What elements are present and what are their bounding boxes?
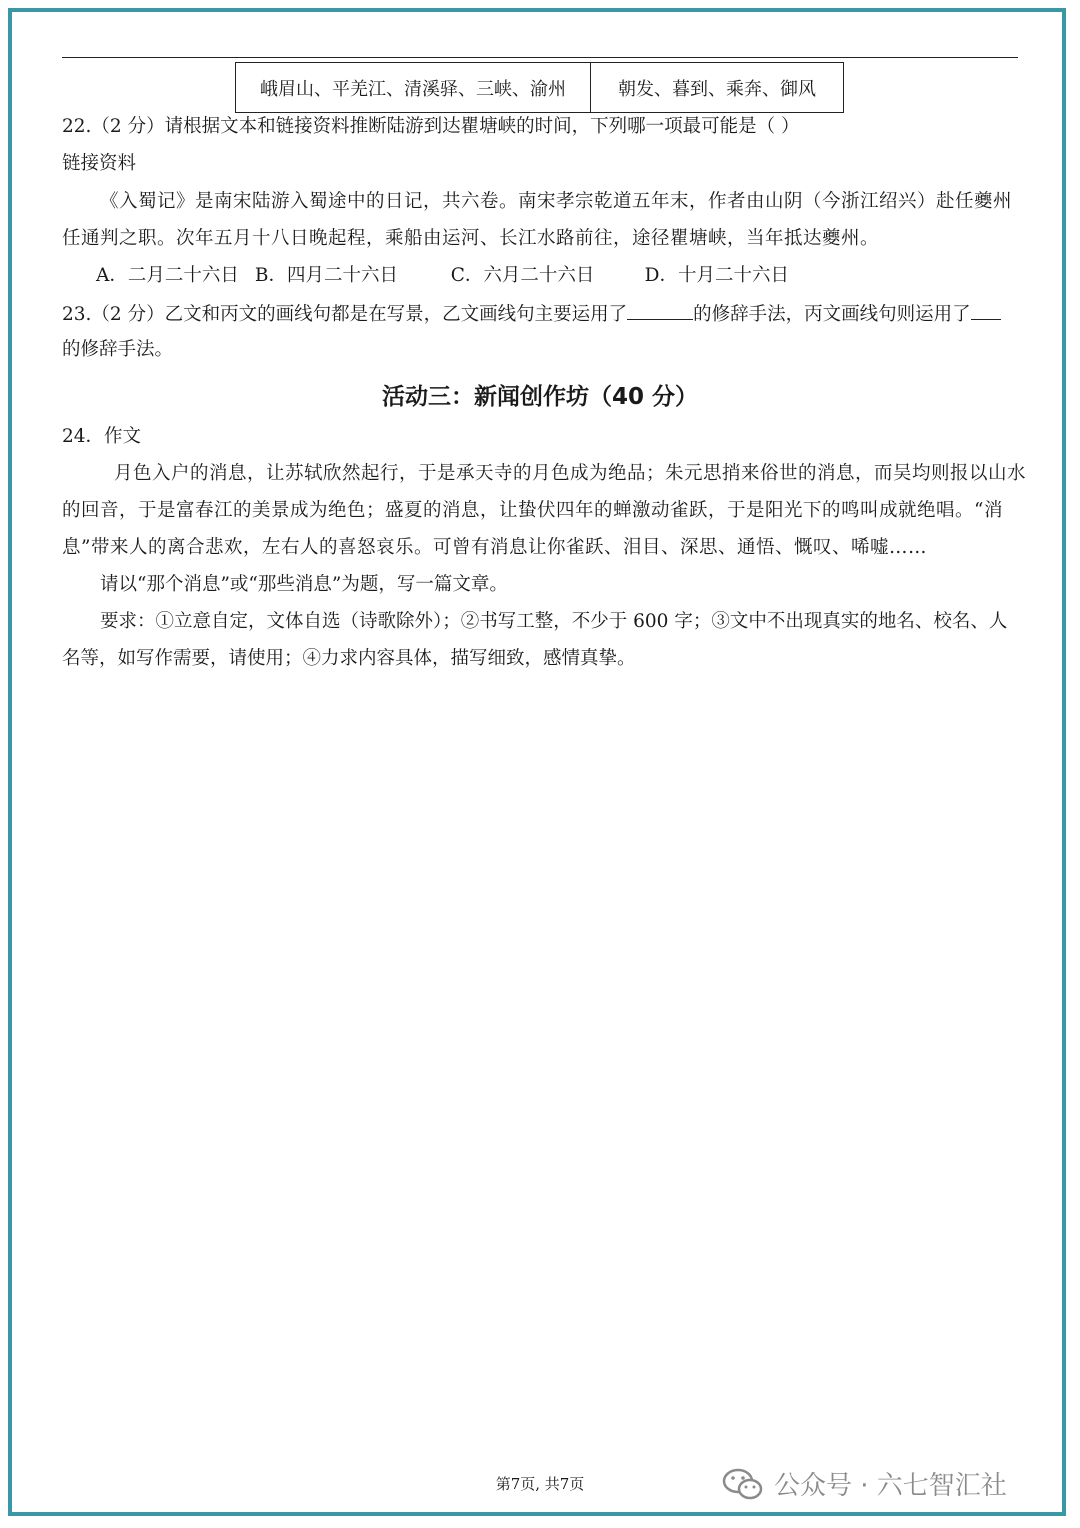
wechat-icon <box>722 1467 764 1501</box>
question-23-part-2: 的修辞手法，丙文画线句则运用了 <box>693 304 971 325</box>
link-material-line-2: 任通判之职。次年五月十八日晚起程，乘船由运河、长江水路前往，途径瞿塘峡，当年抵达夔州。 <box>62 228 880 249</box>
question-23-line-2: 的修辞手法。 <box>62 339 174 360</box>
watermark-text: 公众号 · 六七智汇社 <box>774 1471 1007 1501</box>
question-23-part-1: 23.（2 分）乙文和丙文的画线句都是在写景，乙文画线句主要运用了 <box>62 304 628 325</box>
link-material-label: 链接资料 <box>62 153 137 174</box>
option-b: B．四月二十六日 <box>254 265 398 286</box>
watermark <box>722 1465 1007 1502</box>
link-material-line-1: 《入蜀记》是南宋陆游入蜀途中的日记，共六卷。南宋孝宗乾道五年末，作者由山阴（今浙江绍兴）赴任夔州 <box>100 191 1013 212</box>
essay-requirement-line-1: 要求：①立意自定，文体自选（诗歌除外）；②书写工整，不少于 600 字；③文中不出现真实的地名、校名、人 <box>100 611 1008 632</box>
table-cell-places: 峨眉山、平羌江、清溪驿、三峡、渝州 <box>236 63 591 113</box>
option-a: A．二月二十六日 <box>96 265 239 286</box>
question-22-stem: 22.（2 分）请根据文本和链接资料推断陆游到达瞿塘峡的时间，下列哪一项最可能是（ ） <box>62 116 800 137</box>
essay-prompt-line-2: 的回音，于是富春江的美景成为绝色；盛夏的消息，让蛰伏四年的蝉激动雀跃，于是阳光下的鸣叫成就绝唱。“消 <box>62 500 1003 521</box>
table-cell-verbs: 朝发、暮到、乘奔、御风 <box>591 63 844 113</box>
page-number: 第7页, 共7页 <box>495 1475 585 1493</box>
option-c: C．六月二十六日 <box>450 265 595 286</box>
essay-prompt-line-1: 月色入户的消息，让苏轼欣然起行，于是承天寺的月色成为绝品；朱元思捎来俗世的消息，而吴均则报以山水 <box>114 463 1027 484</box>
answer-blank-2[interactable] <box>971 301 1001 320</box>
question-22-options <box>96 264 1056 288</box>
question-24-label: 24．作文 <box>62 426 142 447</box>
place-verb-table <box>235 62 844 113</box>
answer-blank-1[interactable] <box>627 301 693 320</box>
option-d: D．十月二十六日 <box>644 265 790 286</box>
question-23-line-1 <box>62 301 1022 327</box>
section-title: 活动三：新闻创作坊（40 分） <box>381 384 698 410</box>
essay-instruction: 请以“那个消息”或“那些消息”为题，写一篇文章。 <box>100 574 508 595</box>
essay-prompt-line-3: 息”带来人的离合悲欢，左右人的喜怒哀乐。可曾有消息让你雀跃、泪目、深思、通悟、慨叹、唏嘘…… <box>62 537 927 558</box>
essay-requirement-line-2: 名等，如写作需要，请使用；④力求内容具体，描写细致，感情真挚。 <box>62 648 636 669</box>
top-divider <box>62 57 1018 58</box>
